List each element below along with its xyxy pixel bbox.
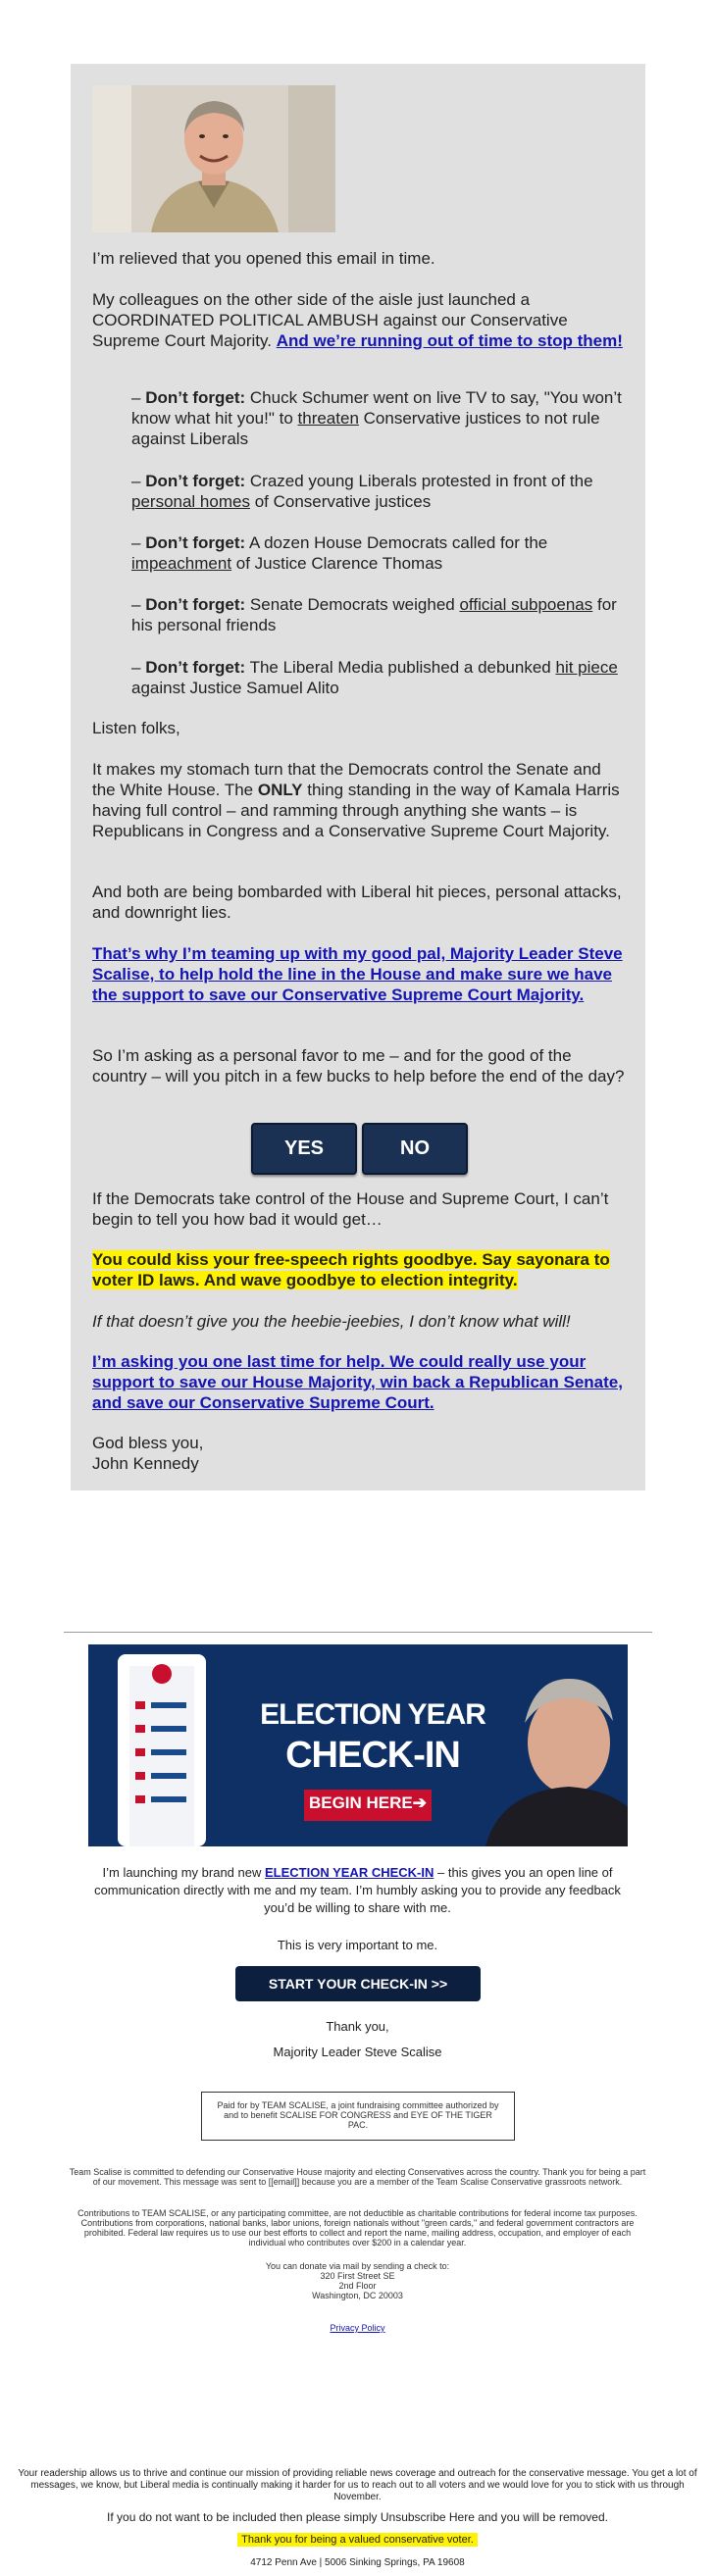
bullet-lead: Don’t forget: [145, 533, 246, 552]
bullet-lead: Don’t forget: [145, 472, 246, 490]
scalise-signature: Majority Leader Steve Scalise [273, 2045, 442, 2059]
hit-piece-link[interactable]: hit piece [555, 658, 618, 677]
thanks-highlight: Thank you for being a valued conservative voter. [237, 2533, 478, 2547]
bullet-4: – Don’t forget: Senate Democrats weighed official subpoenas for his personal friends [131, 595, 617, 634]
thanks-row [0, 2534, 715, 2546]
address-line-3: Washington, DC 20003 [312, 2291, 403, 2300]
john-kennedy-photo [92, 85, 335, 232]
listen-folks: Listen folks, [92, 719, 180, 737]
impeachment-link[interactable]: impeachment [131, 554, 232, 573]
bullet-1: – Don’t forget: Chuck Schumer went on live TV to say, "You won’t know what hit you!" to threaten Conservative justices to not rule against Liberals [131, 388, 622, 448]
email-card [71, 64, 645, 1490]
fine-print-2: Contributions to TEAM SCALISE, or any participating committee, are not deductible as charitable contributions for federal income tax purposes. Contributions from corporations, national banks, labor unions, foreign nationals without "green cards," and federal government contractors are prohibited. Federal law requires us to use our best efforts to collect and report the name, mailing address, occupation, and employer of each individual who contributes over $200 in a calendar year. [77, 2208, 638, 2248]
paragraph-bombarded: And both are being bombarded with Liberal hit pieces, personal attacks, and downright lies. [92, 883, 622, 922]
mail-intro: You can donate via mail by sending a check to: [265, 2261, 450, 2271]
paid-for-box: Paid for by TEAM SCALISE, a joint fundraising committee authorized by and to benefit SCALISE FOR CONGRESS and EYE OF THE TIGER PAC. [201, 2092, 515, 2141]
privacy-policy-link[interactable]: Privacy Policy [330, 2323, 385, 2333]
address-line-2: 2nd Floor [338, 2281, 377, 2291]
ambush-text: My colleagues on the other side of the aisle just launched a COORDINATED POLITICAL AMBUSH against our Conservative Supreme Court Majority. [92, 290, 568, 350]
bullet-3: – Don’t forget: A dozen House Democrats called for the impeachment of Justice Clarence Thomas [131, 533, 548, 573]
footer-address: 4712 Penn Ave | 5006 Sinking Springs, PA 19608 [250, 2557, 465, 2568]
bullet-lead: Don’t forget: [145, 595, 246, 614]
signature: John Kennedy [92, 1454, 199, 1473]
fine-print-1: Team Scalise is committed to defending our Conservative House majority and electing Conservatives across the country. Thank you for being a part of our movement. This message was sent to [[email]] because you are a member of the Team Scalise Conservative grassroots network. [69, 2167, 646, 2187]
important-text: This is very important to me. [277, 1938, 438, 1952]
address-line-1: 320 First Street SE [320, 2271, 395, 2281]
heebie-jeebies: If that doesn’t give you the heebie-jeebies, I don’t know what will! [92, 1312, 571, 1331]
highlighted-text: You could kiss your free-speech rights goodbye. Say sayonara to voter ID laws. And wave goodbye to election integrity. [92, 1250, 610, 1289]
thank-you: Thank you, [326, 2019, 389, 2034]
last-time-paragraph [92, 1351, 628, 1413]
divider [64, 1632, 652, 1633]
ask-paragraph: So I’m asking as a personal favor to me – and for the good of the country – will you pitch in a few bucks to help before the end of the day? [92, 1046, 625, 1086]
paragraph-house: If the Democrats take control of the House and Supreme Court, I can’t begin to tell you how bad it would get… [92, 1189, 609, 1229]
start-checkin-button[interactable]: START YOUR CHECK-IN >> [235, 1966, 481, 2001]
scalise-team-up [92, 943, 628, 1005]
threaten-link[interactable]: threaten [297, 409, 359, 428]
paragraph-ambush [92, 289, 628, 351]
paragraph-stomach: It makes my stomach turn that the Democrats control the Senate and the White House. The ONLY thing standing in the way of Kamala Harris having full control – and ramming through anything she wants – is Republicans in Congress and a Conservative Supreme Court Majority. [92, 760, 620, 840]
no-button[interactable]: NO [362, 1123, 468, 1175]
privacy-policy-row [0, 2323, 715, 2333]
readership-text: Your readership allows us to thrive and continue our mission of providing reliable news coverage and outreach for the conservative message. You get a lot of messages, we know, but Liberal media is continually making it harder for us to reach out to all voters and we would love for you to stick with us through November. [18, 2468, 697, 2502]
banner-title-2: CHECK-IN [285, 1735, 460, 1776]
highlight-paragraph [92, 1249, 628, 1290]
personal-homes-link[interactable]: personal homes [131, 492, 250, 511]
banner-title-1: ELECTION YEAR [260, 1698, 485, 1731]
yes-button[interactable]: YES [251, 1123, 357, 1175]
closing: God bless you, John Kennedy [92, 1433, 628, 1474]
stop-them-link[interactable]: And we’re running out of time to stop them! [276, 331, 623, 350]
unsubscribe-link[interactable]: If you do not want to be included then please simply Unsubscribe Here and you will be removed. [107, 2510, 608, 2524]
bullet-2: – Don’t forget: Crazed young Liberals protested in front of the personal homes of Conservative justices [131, 472, 593, 511]
bullet-lead: Don’t forget: [145, 388, 246, 407]
checkin-body: I’m launching my brand new ELECTION YEAR CHECK-IN – this gives you an open line of communication directly with me and my team. I’m humbly asking you to provide any feedback you’d be willing to share with me. [94, 1865, 621, 1915]
election-checkin-link[interactable]: ELECTION YEAR CHECK-IN [264, 1865, 434, 1880]
election-checkin-banner[interactable] [88, 1644, 628, 1846]
bullet-5: – Don’t forget: The Liberal Media published a debunked hit piece against Justice Samuel Alito [131, 658, 618, 697]
bullet-lead: Don’t forget: [145, 658, 246, 677]
unsubscribe-text [0, 2510, 715, 2524]
intro-text: I’m relieved that you opened this email in time. [92, 249, 435, 268]
last-time-link[interactable]: I’m asking you one last time for help. We could really use your support to save our House Majority, win back a Republican Senate, and save our Conservative Supreme Court. [92, 1352, 623, 1412]
official-subpoenas-link[interactable]: official subpoenas [459, 595, 593, 614]
begin-here-button[interactable]: BEGIN HERE➔ [308, 1793, 428, 1812]
scalise-link[interactable]: That’s why I’m teaming up with my good pal, Majority Leader Steve Scalise, to help hold the line in the House and make sure we have the support to save our Conservative Supreme Court Majority. [92, 944, 623, 1004]
